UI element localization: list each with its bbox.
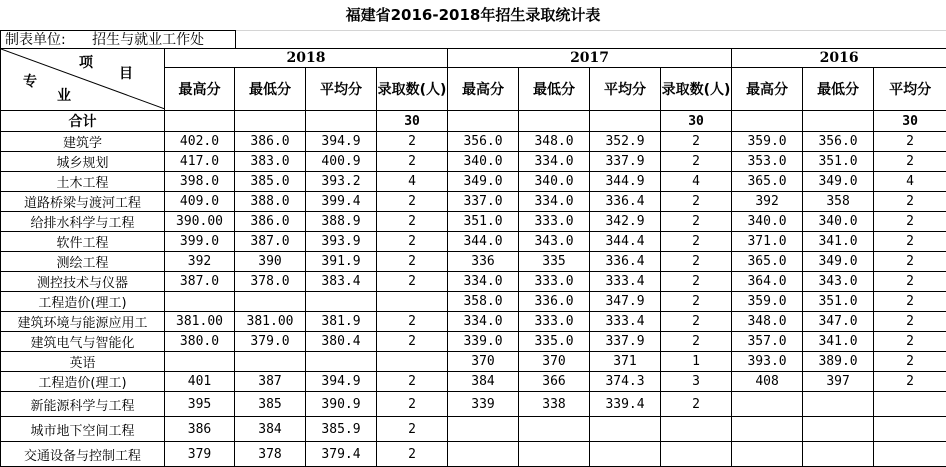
major-cell[interactable]: 道路桥梁与渡河工程	[1, 192, 165, 212]
value-cell[interactable]	[874, 442, 946, 467]
value-cell[interactable]: 378	[235, 442, 306, 467]
value-cell[interactable]: 334.0	[448, 272, 519, 292]
value-cell[interactable]: 2	[377, 132, 448, 152]
major-cell[interactable]: 城市地下空间工程	[1, 417, 165, 442]
value-cell[interactable]	[874, 392, 946, 417]
value-cell[interactable]: 343.0	[519, 232, 590, 252]
value-cell[interactable]: 348.0	[519, 132, 590, 152]
value-cell[interactable]: 390	[235, 252, 306, 272]
major-cell[interactable]: 建筑电气与智能化	[1, 332, 165, 352]
value-cell[interactable]: 401	[165, 372, 235, 392]
value-cell[interactable]: 340.0	[732, 212, 803, 232]
value-cell[interactable]: 342.9	[590, 212, 661, 232]
value-cell[interactable]: 370	[519, 352, 590, 372]
value-cell[interactable]: 4	[874, 172, 946, 192]
value-cell[interactable]	[519, 442, 590, 467]
value-cell[interactable]: 383.0	[235, 152, 306, 172]
subheader-cell[interactable]: 平均分	[874, 68, 946, 111]
table-row	[1, 332, 946, 352]
value-cell[interactable]: 366	[519, 372, 590, 392]
value-cell[interactable]: 393.2	[306, 172, 377, 192]
total-2018[interactable]: 30	[377, 111, 448, 132]
value-cell[interactable]	[732, 417, 803, 442]
value-cell[interactable]: 2	[661, 332, 732, 352]
value-cell[interactable]	[377, 352, 448, 372]
value-cell[interactable]: 2	[874, 272, 946, 292]
value-cell[interactable]: 358.0	[448, 292, 519, 312]
corner-major-1: 专	[23, 71, 37, 91]
value-cell[interactable]: 394.9	[306, 132, 377, 152]
table-row	[1, 172, 946, 192]
value-cell[interactable]: 1	[661, 352, 732, 372]
value-cell[interactable]: 347.9	[590, 292, 661, 312]
value-cell[interactable]: 334.0	[519, 152, 590, 172]
total-2017[interactable]: 30	[661, 111, 732, 132]
value-cell[interactable]: 334.0	[519, 192, 590, 212]
value-cell[interactable]: 379.0	[235, 332, 306, 352]
value-cell[interactable]: 387	[235, 372, 306, 392]
value-cell[interactable]: 2	[661, 152, 732, 172]
table-row	[1, 132, 946, 152]
value-cell[interactable]: 347.0	[803, 312, 874, 332]
value-cell[interactable]: 409.0	[165, 192, 235, 212]
value-cell[interactable]	[590, 417, 661, 442]
subheader-cell[interactable]: 录取数(人)	[377, 68, 448, 111]
value-cell[interactable]	[803, 442, 874, 467]
unit-cell[interactable]	[0, 30, 236, 48]
corner-item-1: 项	[79, 52, 93, 72]
value-cell[interactable]: 393.0	[732, 352, 803, 372]
value-cell[interactable]: 387.0	[235, 232, 306, 252]
value-cell[interactable]: 390.00	[165, 212, 235, 232]
value-cell[interactable]: 385	[235, 392, 306, 417]
value-cell[interactable]: 384	[448, 372, 519, 392]
unit-row-empty	[236, 30, 946, 49]
total-cell[interactable]	[306, 111, 377, 132]
value-cell[interactable]: 333.0	[519, 272, 590, 292]
value-cell[interactable]: 381.00	[165, 312, 235, 332]
year-header-2017[interactable]: 2017	[448, 49, 732, 68]
table-row	[1, 212, 946, 232]
subheader-cell[interactable]: 最低分	[803, 68, 874, 111]
value-cell[interactable]: 344.9	[590, 172, 661, 192]
value-cell[interactable]: 393.9	[306, 232, 377, 252]
major-cell[interactable]: 给排水科学与工程	[1, 212, 165, 232]
value-cell[interactable]: 2	[377, 372, 448, 392]
value-cell[interactable]	[803, 417, 874, 442]
subheader-cell[interactable]: 平均分	[590, 68, 661, 111]
subheader-cell[interactable]: 最低分	[519, 68, 590, 111]
value-cell[interactable]: 381.9	[306, 312, 377, 332]
major-cell[interactable]: 工程造价(理工)	[1, 372, 165, 392]
value-cell[interactable]: 357.0	[732, 332, 803, 352]
total-cell[interactable]	[235, 111, 306, 132]
value-cell[interactable]: 356.0	[448, 132, 519, 152]
subheader-cell[interactable]: 录取数(人)	[661, 68, 732, 111]
table-row	[1, 232, 946, 252]
major-cell[interactable]: 测控技术与仪器	[1, 272, 165, 292]
value-cell[interactable]: 2	[377, 312, 448, 332]
value-cell[interactable]: 371	[590, 352, 661, 372]
value-cell[interactable]: 338	[519, 392, 590, 417]
value-cell[interactable]: 2	[874, 252, 946, 272]
value-cell[interactable]: 333.4	[590, 312, 661, 332]
value-cell[interactable]: 2	[661, 232, 732, 252]
value-cell[interactable]: 383.4	[306, 272, 377, 292]
value-cell[interactable]: 374.3	[590, 372, 661, 392]
table-row	[1, 192, 946, 212]
value-cell[interactable]: 2	[377, 232, 448, 252]
total-cell[interactable]	[448, 111, 519, 132]
total-label[interactable]: 合计	[1, 111, 165, 132]
table-row	[1, 352, 946, 372]
value-cell[interactable]: 408	[732, 372, 803, 392]
value-cell[interactable]: 417.0	[165, 152, 235, 172]
value-cell[interactable]: 385.0	[235, 172, 306, 192]
value-cell[interactable]: 397	[803, 372, 874, 392]
value-cell[interactable]: 2	[874, 152, 946, 172]
value-cell[interactable]	[874, 417, 946, 442]
value-cell[interactable]: 334.0	[448, 312, 519, 332]
subheader-cell[interactable]: 最高分	[732, 68, 803, 111]
value-cell[interactable]	[448, 442, 519, 467]
value-cell[interactable]: 371.0	[732, 232, 803, 252]
table-row	[1, 292, 946, 312]
major-cell[interactable]: 城乡规划	[1, 152, 165, 172]
value-cell[interactable]: 333.0	[519, 312, 590, 332]
value-cell[interactable]: 400.9	[306, 152, 377, 172]
value-cell[interactable]: 340.0	[803, 212, 874, 232]
table-row	[1, 372, 946, 392]
value-cell[interactable]: 2	[874, 332, 946, 352]
value-cell[interactable]	[306, 352, 377, 372]
value-cell[interactable]: 2	[874, 352, 946, 372]
value-cell[interactable]: 386.0	[235, 212, 306, 232]
value-cell[interactable]: 340.0	[448, 152, 519, 172]
table-row	[1, 312, 946, 332]
value-cell[interactable]: 379	[165, 442, 235, 467]
value-cell[interactable]	[235, 292, 306, 312]
value-cell[interactable]	[165, 292, 235, 312]
value-cell[interactable]: 2	[874, 132, 946, 152]
value-cell[interactable]	[732, 392, 803, 417]
value-cell[interactable]: 336.4	[590, 252, 661, 272]
value-cell[interactable]: 2	[377, 192, 448, 212]
value-cell[interactable]	[732, 442, 803, 467]
value-cell[interactable]: 335	[519, 252, 590, 272]
value-cell[interactable]	[448, 417, 519, 442]
value-cell[interactable]: 3	[661, 372, 732, 392]
major-cell[interactable]: 建筑环境与能源应用工	[1, 312, 165, 332]
major-cell[interactable]: 土木工程	[1, 172, 165, 192]
value-cell[interactable]: 388.0	[235, 192, 306, 212]
value-cell[interactable]	[165, 352, 235, 372]
value-cell[interactable]: 335.0	[519, 332, 590, 352]
sheet-title: 福建省2016-2018年招生录取统计表	[0, 0, 946, 30]
value-cell[interactable]: 2	[661, 392, 732, 417]
value-cell[interactable]: 399.4	[306, 192, 377, 212]
value-cell[interactable]: 2	[661, 252, 732, 272]
value-cell[interactable]: 2	[377, 392, 448, 417]
value-cell[interactable]: 2	[874, 192, 946, 212]
value-cell[interactable]: 2	[874, 312, 946, 332]
value-cell[interactable]: 2	[874, 372, 946, 392]
value-cell[interactable]: 398.0	[165, 172, 235, 192]
value-cell[interactable]: 379.4	[306, 442, 377, 467]
value-cell[interactable]: 2	[377, 212, 448, 232]
total-cell[interactable]	[590, 111, 661, 132]
major-cell[interactable]: 软件工程	[1, 232, 165, 252]
major-cell[interactable]: 交通设备与控制工程	[1, 442, 165, 467]
value-cell[interactable]: 384	[235, 417, 306, 442]
total-cell[interactable]	[519, 111, 590, 132]
table-row	[1, 152, 946, 172]
value-cell[interactable]	[377, 292, 448, 312]
value-cell[interactable]	[590, 442, 661, 467]
unit-label: 制表单位:	[5, 32, 66, 48]
value-cell[interactable]: 358	[803, 192, 874, 212]
corner-item-2: 目	[119, 63, 133, 83]
value-cell[interactable]: 386	[165, 417, 235, 442]
value-cell[interactable]: 2	[661, 292, 732, 312]
value-cell[interactable]: 380.0	[165, 332, 235, 352]
stats-table	[0, 48, 946, 467]
value-cell[interactable]: 387.0	[165, 272, 235, 292]
value-cell[interactable]: 349.0	[803, 252, 874, 272]
value-cell[interactable]: 337.0	[448, 192, 519, 212]
value-cell[interactable]: 2	[874, 232, 946, 252]
value-cell[interactable]: 337.9	[590, 332, 661, 352]
value-cell[interactable]	[306, 292, 377, 312]
value-cell[interactable]: 392	[732, 192, 803, 212]
value-cell[interactable]: 356.0	[803, 132, 874, 152]
value-cell[interactable]: 351.0	[803, 292, 874, 312]
value-cell[interactable]: 394.9	[306, 372, 377, 392]
value-cell[interactable]: 2	[377, 152, 448, 172]
total-2016[interactable]: 30	[874, 111, 946, 132]
value-cell[interactable]	[661, 417, 732, 442]
value-cell[interactable]: 2	[874, 212, 946, 232]
value-cell[interactable]: 391.9	[306, 252, 377, 272]
value-cell[interactable]: 392	[165, 252, 235, 272]
table-row	[1, 272, 946, 292]
major-cell[interactable]: 英语	[1, 352, 165, 372]
total-cell[interactable]	[732, 111, 803, 132]
value-cell[interactable]: 2	[661, 272, 732, 292]
value-cell[interactable]: 349.0	[448, 172, 519, 192]
major-cell[interactable]: 建筑学	[1, 132, 165, 152]
major-cell[interactable]: 新能源科学与工程	[1, 392, 165, 417]
value-cell[interactable]: 370	[448, 352, 519, 372]
table-row	[1, 392, 946, 417]
value-cell[interactable]: 333.4	[590, 272, 661, 292]
value-cell[interactable]: 2	[377, 417, 448, 442]
value-cell[interactable]: 339.4	[590, 392, 661, 417]
value-cell[interactable]: 2	[377, 332, 448, 352]
value-cell[interactable]: 340.0	[519, 172, 590, 192]
unit-value: 招生与就业工作处	[92, 32, 204, 48]
value-cell[interactable]: 2	[661, 312, 732, 332]
value-cell[interactable]: 341.0	[803, 332, 874, 352]
value-cell[interactable]: 389.0	[803, 352, 874, 372]
value-cell[interactable]: 4	[661, 172, 732, 192]
value-cell[interactable]: 381.00	[235, 312, 306, 332]
value-cell[interactable]: 341.0	[803, 232, 874, 252]
value-cell[interactable]: 402.0	[165, 132, 235, 152]
corner-major-2: 业	[57, 85, 71, 105]
value-cell[interactable]: 339	[448, 392, 519, 417]
value-cell[interactable]: 336.0	[519, 292, 590, 312]
value-cell[interactable]: 2	[874, 292, 946, 312]
value-cell[interactable]: 386.0	[235, 132, 306, 152]
value-cell[interactable]: 336.4	[590, 192, 661, 212]
value-cell[interactable]: 2	[661, 192, 732, 212]
corner-header-cell[interactable]	[1, 49, 165, 111]
subheader-cell[interactable]: 最高分	[165, 68, 235, 111]
major-cell[interactable]: 工程造价(理工)	[1, 292, 165, 312]
table-row	[1, 417, 946, 442]
subheader-cell[interactable]: 平均分	[306, 68, 377, 111]
value-cell[interactable]: 351.0	[803, 152, 874, 172]
value-cell[interactable]: 365.0	[732, 172, 803, 192]
subheader-cell[interactable]: 最低分	[235, 68, 306, 111]
value-cell[interactable]: 352.9	[590, 132, 661, 152]
total-cell[interactable]	[803, 111, 874, 132]
value-cell[interactable]: 351.0	[448, 212, 519, 232]
value-cell[interactable]: 390.9	[306, 392, 377, 417]
value-cell[interactable]: 388.9	[306, 212, 377, 232]
value-cell[interactable]	[235, 352, 306, 372]
value-cell[interactable]: 2	[661, 132, 732, 152]
value-cell[interactable]: 344.0	[448, 232, 519, 252]
value-cell[interactable]: 359.0	[732, 292, 803, 312]
year-header-2016[interactable]: 2016	[732, 49, 946, 68]
value-cell[interactable]: 353.0	[732, 152, 803, 172]
value-cell[interactable]: 378.0	[235, 272, 306, 292]
value-cell[interactable]: 2	[377, 252, 448, 272]
value-cell[interactable]: 2	[377, 442, 448, 467]
value-cell[interactable]	[803, 392, 874, 417]
value-cell[interactable]: 348.0	[732, 312, 803, 332]
value-cell[interactable]	[519, 417, 590, 442]
value-cell[interactable]: 349.0	[803, 172, 874, 192]
value-cell[interactable]: 343.0	[803, 272, 874, 292]
major-cell[interactable]: 测绘工程	[1, 252, 165, 272]
value-cell[interactable]: 2	[377, 272, 448, 292]
value-cell[interactable]: 333.0	[519, 212, 590, 232]
value-cell[interactable]: 380.4	[306, 332, 377, 352]
total-cell[interactable]	[165, 111, 235, 132]
value-cell[interactable]: 359.0	[732, 132, 803, 152]
value-cell[interactable]: 365.0	[732, 252, 803, 272]
table-row	[1, 442, 946, 467]
table-row	[1, 252, 946, 272]
value-cell[interactable]: 364.0	[732, 272, 803, 292]
value-cell[interactable]: 399.0	[165, 232, 235, 252]
value-cell[interactable]	[661, 442, 732, 467]
value-cell[interactable]: 337.9	[590, 152, 661, 172]
value-cell[interactable]: 336	[448, 252, 519, 272]
subheader-cell[interactable]: 最高分	[448, 68, 519, 111]
year-header-2018[interactable]: 2018	[165, 49, 448, 68]
value-cell[interactable]: 4	[377, 172, 448, 192]
value-cell[interactable]: 344.4	[590, 232, 661, 252]
value-cell[interactable]: 395	[165, 392, 235, 417]
value-cell[interactable]: 385.9	[306, 417, 377, 442]
value-cell[interactable]: 2	[661, 212, 732, 232]
value-cell[interactable]: 339.0	[448, 332, 519, 352]
